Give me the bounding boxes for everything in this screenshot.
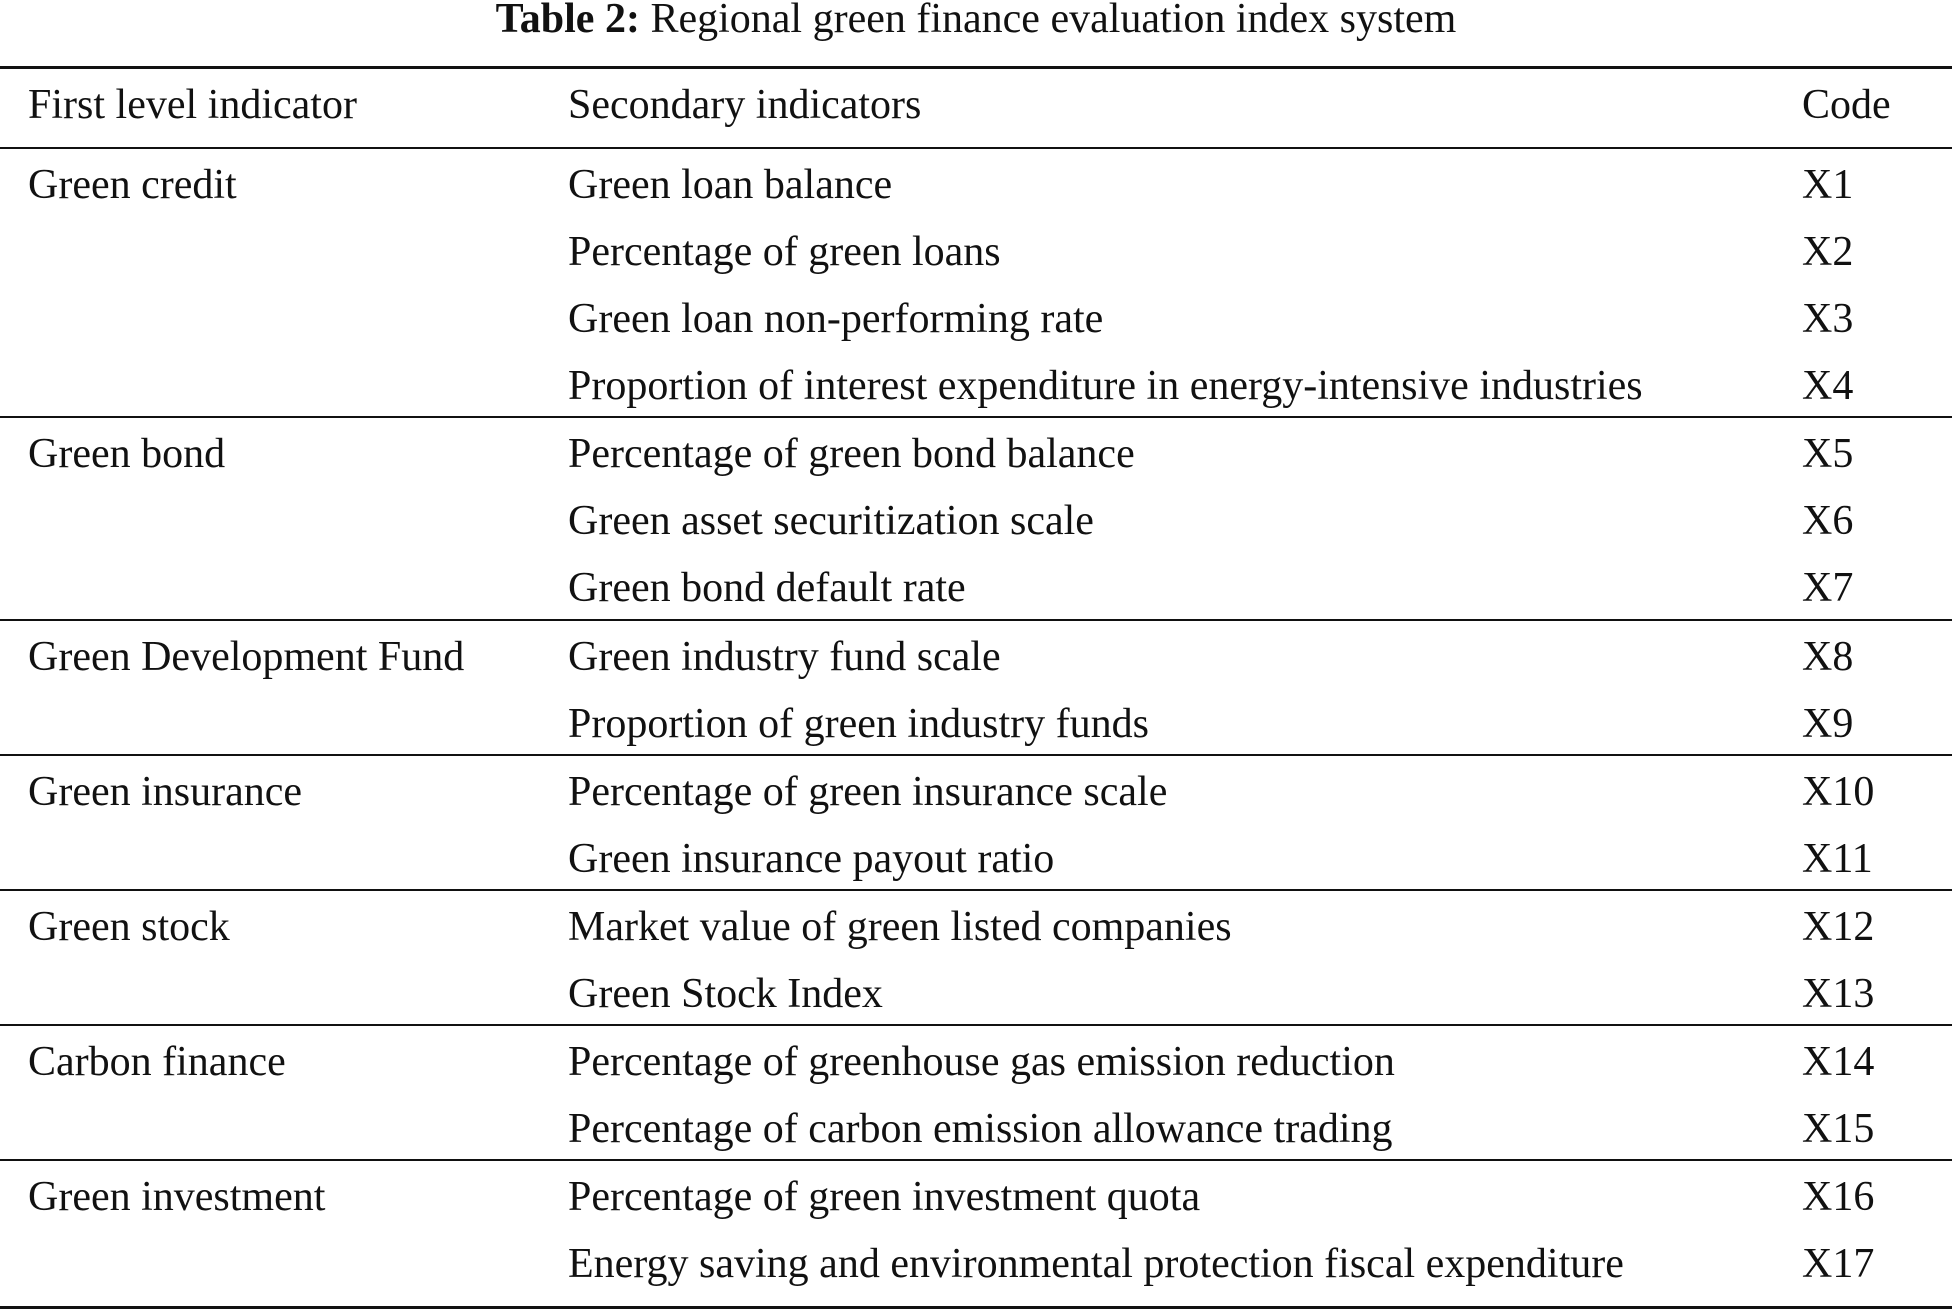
group-rule [0, 416, 1952, 418]
indicator-code: X5 [1802, 431, 1854, 477]
group-rule [0, 1024, 1952, 1026]
secondary-indicator: Green asset securitization scale [568, 498, 1094, 544]
indicator-code: X16 [1802, 1174, 1875, 1220]
secondary-indicator: Percentage of greenhouse gas emission reduction [568, 1039, 1395, 1085]
first-level-indicator: Green Development Fund [28, 634, 465, 680]
header-first-level: First level indicator [28, 82, 357, 128]
table-caption [0, 0, 1952, 44]
first-level-indicator: Green bond [28, 431, 226, 477]
secondary-indicator: Green industry fund scale [568, 634, 1001, 680]
indicator-code: X14 [1802, 1039, 1875, 1085]
secondary-indicator: Proportion of green industry funds [568, 701, 1149, 747]
secondary-indicator: Green bond default rate [568, 565, 966, 611]
indicator-code: X15 [1802, 1106, 1875, 1152]
indicator-code: X2 [1802, 229, 1854, 275]
first-level-indicator: Green credit [28, 162, 237, 208]
group-rule [0, 754, 1952, 756]
secondary-indicator: Percentage of carbon emission allowance trading [568, 1106, 1393, 1152]
table-caption-text: Regional green finance evaluation index system [650, 0, 1457, 42]
secondary-indicator: Green loan non-performing rate [568, 296, 1104, 342]
table-caption-label: Table 2: [495, 0, 640, 42]
group-rule [0, 619, 1952, 621]
first-level-indicator: Green investment [28, 1174, 326, 1220]
indicator-code: X9 [1802, 701, 1854, 747]
indicator-code: X17 [1802, 1241, 1875, 1287]
indicator-code: X8 [1802, 634, 1854, 680]
secondary-indicator: Market value of green listed companies [568, 904, 1232, 950]
secondary-indicator: Green insurance payout ratio [568, 836, 1055, 882]
secondary-indicator: Percentage of green investment quota [568, 1174, 1201, 1220]
group-rule [0, 147, 1952, 149]
secondary-indicator: Percentage of green loans [568, 229, 1001, 275]
first-level-indicator: Carbon finance [28, 1039, 286, 1085]
table-bottom-rule [0, 1306, 1952, 1309]
indicator-code: X10 [1802, 769, 1875, 815]
indicator-code: X11 [1802, 836, 1873, 882]
indicator-code: X6 [1802, 498, 1854, 544]
table-top-rule [0, 66, 1952, 69]
secondary-indicator: Percentage of green bond balance [568, 431, 1135, 477]
group-rule [0, 1159, 1952, 1161]
indicator-code: X4 [1802, 363, 1854, 409]
secondary-indicator: Energy saving and environmental protection fiscal expenditure [568, 1241, 1624, 1287]
first-level-indicator: Green stock [28, 904, 230, 950]
indicator-code: X7 [1802, 565, 1854, 611]
indicator-code: X1 [1802, 162, 1854, 208]
indicator-code: X3 [1802, 296, 1854, 342]
group-rule [0, 889, 1952, 891]
secondary-indicator: Proportion of interest expenditure in energy-intensive industries [568, 363, 1643, 409]
indicator-code: X13 [1802, 971, 1875, 1017]
first-level-indicator: Green insurance [28, 769, 303, 815]
header-code: Code [1802, 82, 1891, 128]
indicator-code: X12 [1802, 904, 1875, 950]
header-secondary: Secondary indicators [568, 82, 922, 128]
secondary-indicator: Green Stock Index [568, 971, 883, 1017]
secondary-indicator: Green loan balance [568, 162, 893, 208]
secondary-indicator: Percentage of green insurance scale [568, 769, 1168, 815]
